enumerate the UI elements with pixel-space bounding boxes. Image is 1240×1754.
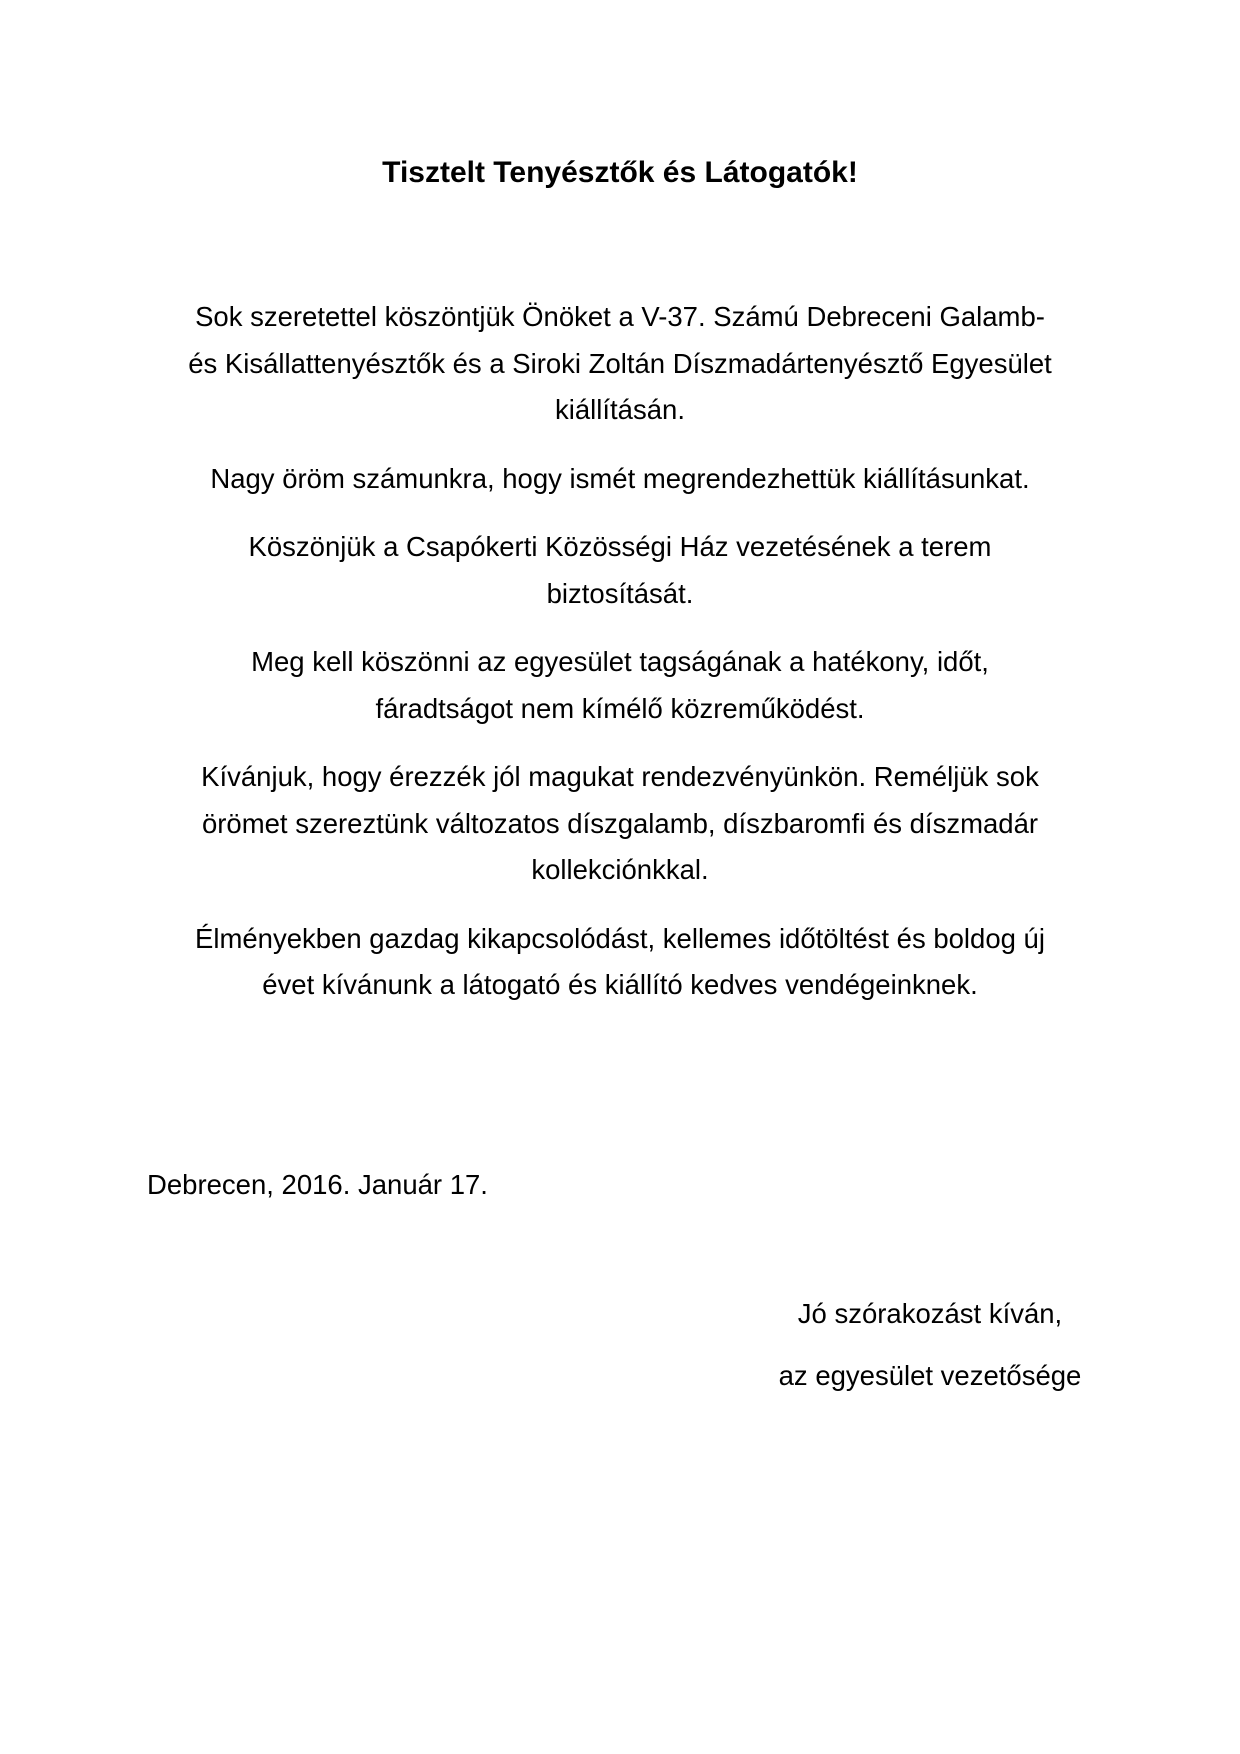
paragraph-new-year: [145, 916, 1095, 1009]
paragraph-line: kollekciónkkal.: [531, 854, 709, 885]
paragraph-line: Élményekben gazdag kikapcsolódást, kellemes időtöltést és boldog új: [195, 922, 1045, 954]
paragraph-joy: [145, 456, 1095, 503]
paragraph-line: Nagy öröm számunkra, hogy ismét megrendezhettük kiállításunkat.: [210, 462, 1030, 494]
letter-body: [145, 294, 1095, 1031]
paragraph-line: kiállításán.: [555, 394, 685, 425]
paragraph-line: évet kívánunk a látogató és kiállító kedves vendégeinknek.: [262, 969, 978, 1000]
paragraph-line: és Kisállattenyésztők és a Siroki Zoltán Díszmadártenyésztő Egyesület: [188, 347, 1052, 379]
paragraph-line: örömet szereztünk változatos díszgalamb, díszbaromfi és díszmadár: [201, 807, 1039, 839]
signatory-line: az egyesület vezetősége: [778, 1360, 1082, 1391]
paragraph-thanks-members: [145, 639, 1095, 732]
closing-signature: [740, 1294, 1120, 1418]
paragraph-line: fáradtságot nem kímélő közreműködést.: [375, 692, 865, 724]
paragraph-line: Köszönjük a Csapókerti Közösségi Ház vezetésének a terem: [248, 531, 992, 562]
paragraph-line: Kívánjuk, hogy érezzék jól magukat rendezvényünkön. Reméljük sok: [201, 761, 1039, 792]
paragraph-greeting: [145, 294, 1095, 434]
paragraph-thanks-venue: [145, 524, 1095, 617]
letter-title: Tisztelt Tenyésztők és Látogatók!: [382, 156, 858, 189]
date-line: Debrecen, 2016. Január 17.: [147, 1169, 488, 1200]
paragraph-wishes: [145, 754, 1095, 894]
paragraph-line: biztosítását.: [546, 577, 694, 609]
paragraph-line: Meg kell köszönni az egyesület tagságának a hatékony, időt,: [251, 646, 989, 677]
closing-line: Jó szórakozást kíván,: [797, 1298, 1063, 1329]
paragraph-line: Sok szeretettel köszöntjük Önöket a V-37. Számú Debreceni Galamb-: [195, 301, 1045, 332]
